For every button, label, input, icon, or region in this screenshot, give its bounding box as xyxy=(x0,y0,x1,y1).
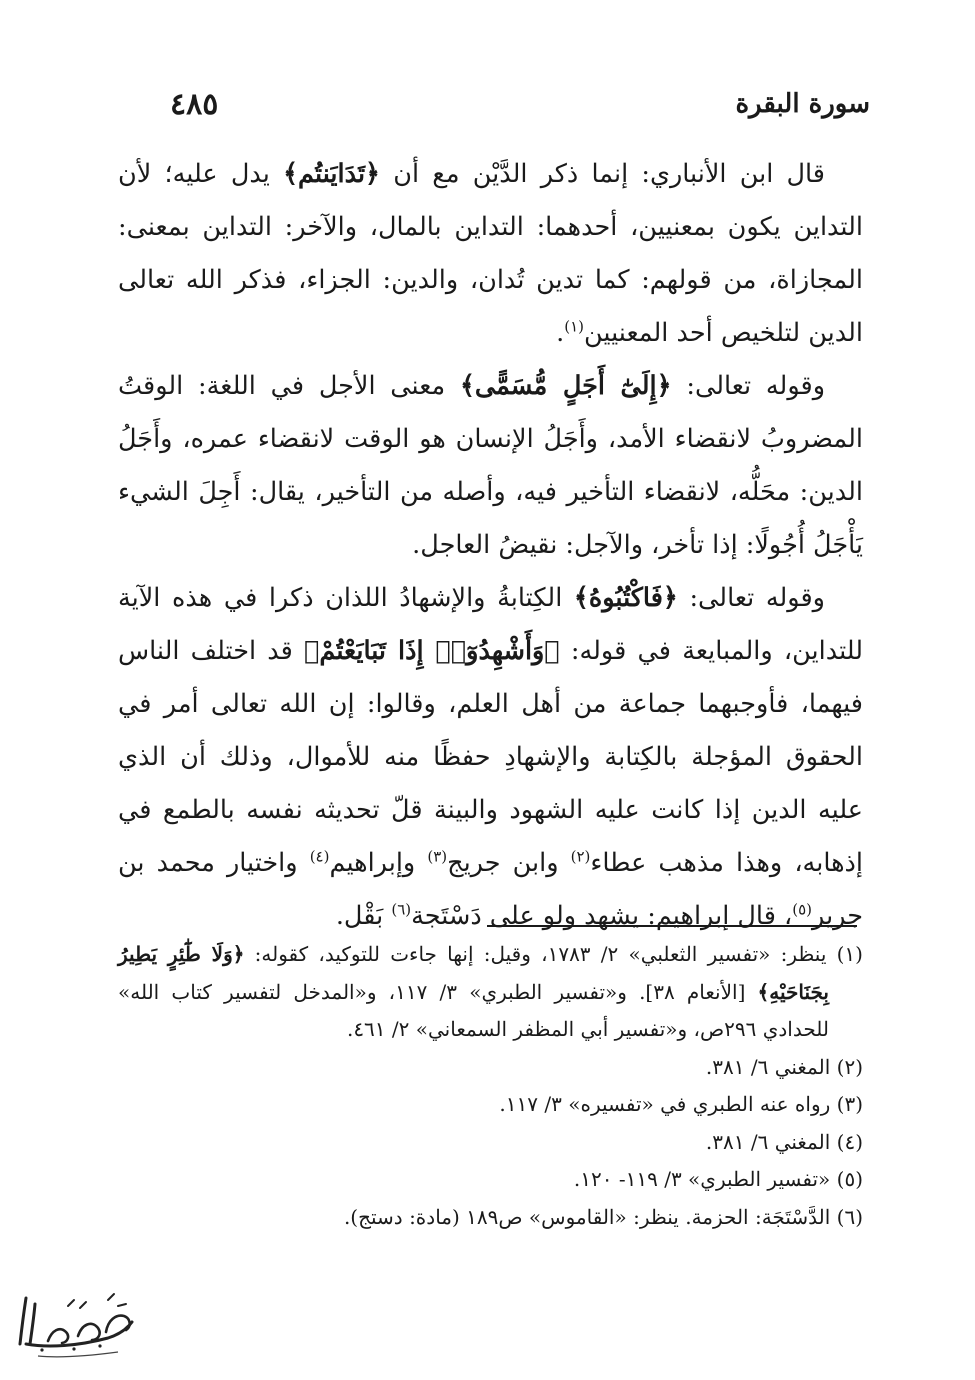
page-header xyxy=(170,84,870,124)
quran-quote: ﴿وَلَا طَٰٓئِرٍ يَطِيرُ بِجَنَاحَيْهِ﴾ xyxy=(118,942,829,1004)
quran-quote: ﴿إِلَىٰٓ أَجَلٍ مُّسَمًّى﴾ xyxy=(459,371,672,401)
page-number: ٤٨٥ xyxy=(170,86,219,122)
calligraphy-logo-icon xyxy=(8,1286,148,1366)
footnote-divider xyxy=(487,925,857,927)
surah-title: سورة البقرة xyxy=(735,89,870,119)
paragraph-1: قال ابن الأنباري: إنما ذكر الدَّيْن مع أن ﴿تَدَايَنتُم﴾ يدل عليه؛ لأن التداين يكون بمعنيين، أحدهما: التداين بالمال، والآخر: التداين بمعنى: المجازاة، من قولهم: كما تدين تُدان، والدين: الجزاء، فذكر الله تعالى الدين لتلخيص أحد المعنيين$^{(١)}$. xyxy=(118,159,863,348)
quran-quote: ﴿فَاكْتُبُوهُ﴾ xyxy=(573,583,678,613)
quran-quote: ﴿تَدَايَنتُم﴾ xyxy=(283,159,381,189)
footnote-4: (٤) المغني ٦/ ٣٨١. xyxy=(705,1129,863,1154)
footnote-1: (١) ينظر: «تفسير الثعلبي» ٢/ ١٧٨٣، وقيل: إنها جاءت للتوكيد، كقوله: ﴿وَلَا طَٰٓئِرٍ يَطِيرُ بِجَنَاحَيْهِ﴾ [الأنعام ٣٨]. و«تفسير الطبري» ٣/ ١١٧، و«المدخل لتفسير كتاب الله» للحدادي ٢٩٦ص، و«تفسير أبي المظفر السمعاني» ٢/ ٤٦١. xyxy=(118,942,863,1041)
main-text xyxy=(118,148,863,943)
footnote-5: (٥) «تفسير الطبري» ٣/ ١١٩- ١٢٠. xyxy=(573,1167,863,1191)
footnote-ref-3: (٣) xyxy=(427,847,448,866)
publisher-logo xyxy=(8,1286,148,1366)
footnote-6: (٦) الدَّسْتَجَة: الحزمة. ينظر: «القاموس» ص١٨٩ (مادة: دستج). xyxy=(343,1204,863,1229)
footnote-ref-2: (٢) xyxy=(570,847,591,866)
paragraph-2: وقوله تعالى: ﴿إِلَىٰٓ أَجَلٍ مُّسَمًّى﴾ معنى الأجل في اللغة: الوقتُ المضروبُ لانقضاء الأمد، وأَجَلُ الإنسان هو الوقت لانقضاء عمره، وأَجَلُ الدين: محَلُّه، لانقضاء التأخير فيه، وأصله من التأخير، يقال: أَجِلَ الشيء يَأْجَلُ أُجُولًا: إذا تأخر، والآجل: نقيضُ العاجل. xyxy=(118,371,863,560)
footnote-ref-4: (٤) xyxy=(309,847,330,866)
footnote-2: (٢) المغني ٦/ ٣٨١. xyxy=(705,1054,863,1079)
footnote-3: (٣) رواه عنه الطبري في «تفسيره» ٣/ ١١٧. xyxy=(499,1092,863,1116)
footnote-ref-5: (٥) xyxy=(792,900,812,919)
footnote-ref-1: (١) xyxy=(564,317,584,336)
paragraph-3: وقوله تعالى: ﴿فَاكْتُبُوهُ﴾ الكِتابةُ والإشهادُ اللذان ذكرا في هذه الآية للتداين، والمبايعة في قوله: ﴿وَأَشْهِدُوٓا۟ إِذَا تَبَايَعْتُمْ﴾ قد اختلف الناس فيهما، فأوجبهما جماعة من أهل العلم، وقالوا: إن الله تعالى أمر في الحقوق المؤجلة بالكِتابة والإشهادِ حفظًا منه للأموال، وذلك أن الذي عليه الدين إذا كانت عليه الشهود والبينة قلّ تحديثه نفسه بالطمع في إذهابه، وهذا مذهب عطاء$^{(٢)}$ وابن جريج$^{(٣)}$ وإبراهيم$^{(٤)}$ واختيار محمد بن جرير$^{(٥)}$، قال إبراهيم: يشهد ولو على دَسْتَجة$^{(٦)}$ بَقْل. xyxy=(118,583,863,931)
quran-quote: ﴿وَأَشْهِدُوٓا۟ إِذَا تَبَايَعْتُمْ﴾ xyxy=(304,636,560,666)
footnotes xyxy=(118,936,863,1236)
footnote-ref-6: (٦) xyxy=(391,900,412,919)
